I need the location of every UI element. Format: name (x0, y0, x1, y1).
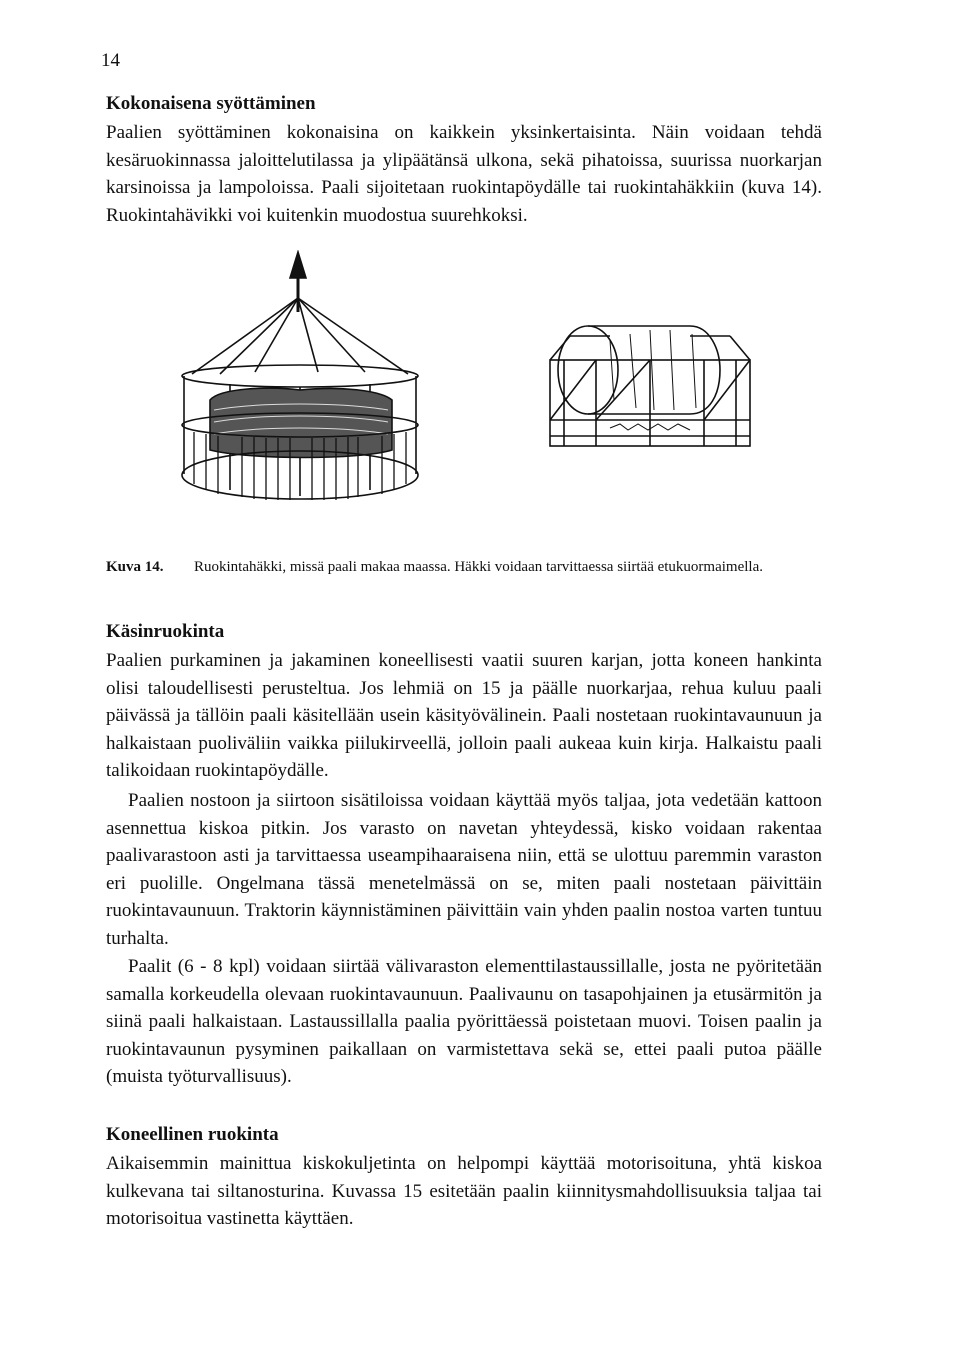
section-heading-kokonaisena: Kokonaisena syöttäminen (106, 93, 316, 114)
section-heading-koneellinen: Koneellinen ruokinta (106, 1124, 279, 1145)
feeding-rack-illustration (160, 250, 780, 540)
section-heading-kasinruokinta: Käsinruokinta (106, 621, 225, 642)
body-paragraph: Paalien purkaminen ja jakaminen koneellisesti vaatii suuren karjan, jotta koneen hankinta olisi taloudellisesti perusteltua. Jos lehmiä on 15 ja päälle nuorkarjaa, rehua kuluu paali päivässä ja tällöin paali käsitellään usein käsityövälinein. Paali nostetaan ruokintavaunuun ja halkaistaan puoliväliin vaikka piilukirveellä, jolloin paali aukeaa kuin kirja. Halkaistu paali talikoidaan ruokintapöydälle. (106, 650, 822, 781)
caption-text: Ruokintahäkki, missä paali makaa maassa. Häkki voidaan tarvittaessa siirtää etukuormaimella. (194, 559, 763, 575)
lift-arrow-icon (290, 252, 306, 278)
page-number: 14 (101, 50, 120, 71)
caption-label: Kuva 14. (106, 559, 164, 575)
body-paragraph: Paalit (6 - 8 kpl) voidaan siirtää välivaraston elementtilastaussillalle, josta ne pyöritetään samalla korkeudella olevaan ruokintavaunuun. Paalivaunu on tasapohjainen ja etusärmitön ja siinä paali halkaistaan. Lastaussillalla paalia pyörittäessä poistetaan muovi. Toisen paalin ja ruokintavaunun pysyminen paikallaan on varmistettava sekä se, ettei paali putoa päälle (muista työturvallisuus). (106, 956, 822, 1087)
body-paragraph: Paalien nostoon ja siirtoon sisätiloissa voidaan käyttää myös taljaa, jota vedetään kattoon asennettua kiskoa pitkin. Jos varasto on navetan yhteydessä, kisko voidaan rakentaa paalivarastoon asti ja tarvittaessa useampihaaraisena niin, että se ulottuu paremmin varaston eri puolille. Ongelmana tässä menetelmässä on se, miten paali nostetaan päivittäin ruokintavaunuun. Traktorin käynnistäminen päivittäin vain yhden paalin nostoa varten tuntuu turhalta. (106, 790, 822, 949)
body-paragraph: Aikaisemmin mainittua kiskokuljetinta on helpompi käyttää motorisoituna, yhtä kiskoa kulkevana tai siltanosturina. Kuvassa 15 esitetään paalin kiinnitysmahdollisuuksia taljaa tai motorisoitua vastinetta käyttäen. (106, 1153, 822, 1229)
figure-14 (160, 250, 780, 540)
body-paragraph: Paalien syöttäminen kokonaisina on kaikkein yksinkertaisinta. Näin voidaan tehdä kesäruokinnassa jaloittelutilassa ja ylipäätänsä ulkona, sekä pihatoissa, suurissa nuorkarjan karsinoissa ja lampoloissa. Paali sijoitetaan ruokintapöydälle tai ruokintahäkkiin (kuva 14). Ruokintahävikki voi kuitenkin muodostua suurehkoksi. (106, 122, 822, 226)
